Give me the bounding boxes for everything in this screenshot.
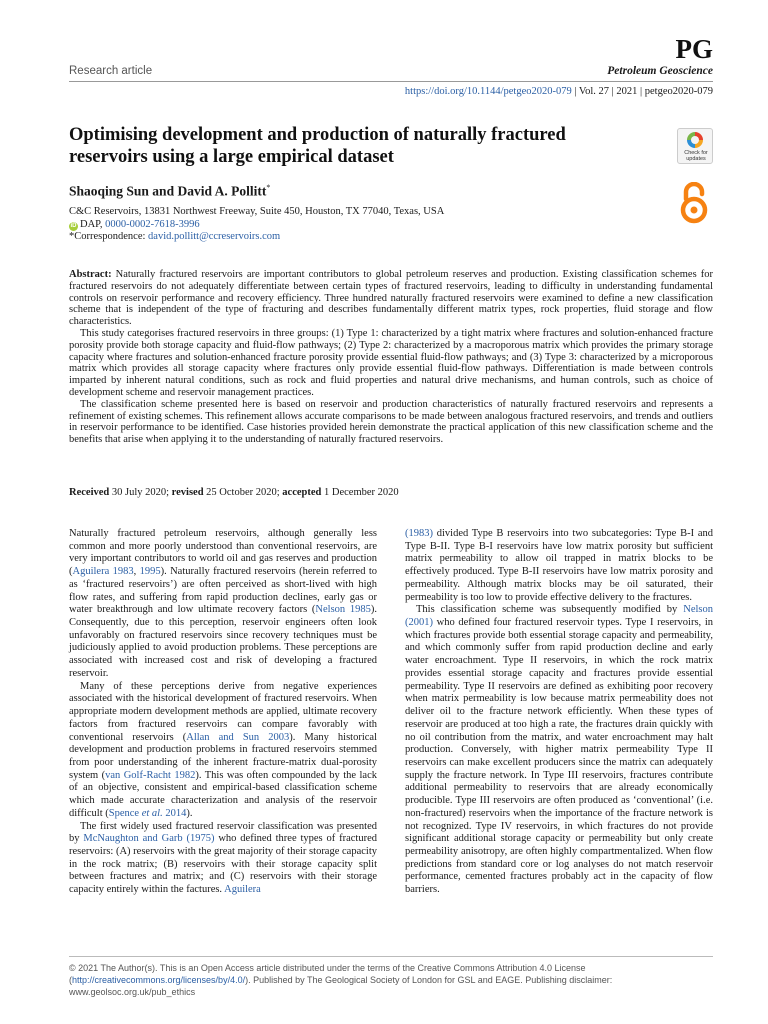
body-paragraph: [405, 604, 713, 897]
footer-text: © 2021 The Author(s). This is an Open Access article distributed under the terms of the Creative Commons Attribution 4.0 License (: [69, 963, 586, 985]
citation-text: 2014: [162, 807, 187, 819]
body-column-right: [405, 528, 713, 897]
email-link[interactable]: david.pollitt@ccreservoirs.com: [148, 231, 281, 242]
authors: [69, 183, 270, 200]
citation-text: et al.: [141, 807, 163, 819]
body-text: divided Type B reservoirs into two subcategories: Type B-I and Type B-II. Type B-I reservoirs have low matrix porosity but sufficient matrix permeability to allow oil trapped in matrix blocks to be effectively produced. Type B-II reservoirs have low matrix porosity and permeability. Although matrix blocks may be oil saturated, their permeability is too low to provide effective delivery to the fractures.: [405, 528, 713, 603]
abstract-label: Abstract:: [69, 269, 112, 280]
abstract-paragraph: This study categorises fractured reservoirs in three groups: (1) Type 1: characterized by a tight matrix where fractures and solution-enhanced fracture porosity provide both storage capacity and fluid-flow pathways; (2) Type 2: characterized by a macroporous matrix which provides the primary storage capacity where fractures and solution-enhanced fracture porosity provide essential fluid-flow pathways; and (3) Type 3: characterized by a microporous matrix which provides all storage capacity where fractures only provide essential fluid-flow pathways. Differentiation is made between controls imparted by inherent natural conditions, such as rock and fluid properties and natural drive mechanisms, and human controls, such as choice of development scheme and reservoir management practices.: [69, 327, 713, 398]
body-text: ). Many historical development and production problems in fractured reservoirs stemmed from poor understanding of the inherent fracture-matrix dual-porosity system (: [69, 731, 377, 781]
abstract: [69, 269, 713, 446]
citation-text: Spence: [108, 807, 142, 819]
citation-link[interactable]: Aguilera 1983: [72, 566, 134, 578]
orcid-row: [69, 219, 444, 232]
article-title: Optimising development and production of naturally fractured reservoirs using a large empirical dataset: [69, 125, 566, 167]
citation-link[interactable]: Aguilera: [224, 884, 261, 896]
citation-link[interactable]: van Golf-Racht 1982: [105, 769, 196, 781]
body-text: ). This was often compounded by the lack of an objective, consistent and empirical-based classification scheme which made accurate characterization and analysis of the reservoir difficult (: [69, 769, 377, 819]
body-paragraph: [69, 528, 377, 681]
corresponding-mark: *: [266, 183, 271, 192]
affiliations: [69, 206, 444, 244]
orcid-prefix: DAP,: [80, 218, 106, 230]
license-link[interactable]: http://creativecommons.org/licenses/by/4.0/: [72, 975, 246, 985]
affiliation-address: C&C Reservoirs, 13831 Northwest Freeway, Suite 450, Houston, TX 77040, Texas, USA: [69, 206, 445, 217]
body-paragraph: [69, 821, 377, 897]
abstract-text: Naturally fractured reservoirs are important contributors to global petroleum reserves and production. Existing classification schemes for fractured reservoirs do not adequately differentiate between certain types of fractured reservoirs, leading to difficulty in understanding fundamental controls on reservoir performance and recovery efficiency. Three hundred naturally fractured reservoirs were examined to define a new classification scheme that is independent of the type of fracturing and describes fundamentally different matrix types, rock properties, fluid storage and flow characteristics.: [69, 269, 713, 328]
citation-link[interactable]: Nelson: [683, 604, 713, 616]
body-text: ,: [133, 566, 140, 578]
doi-link[interactable]: https://doi.org/10.1144/petgeo2020-079: [404, 86, 572, 97]
body-text: who defined three types of fractured reservoirs: (A) reservoirs with the great majority of their storage capacity in the rock matrix; (B) reservoirs with their storage capacity split between fractures and matrix; and (C) reservoirs with their storage capacity entirely within the factures.: [69, 833, 377, 896]
open-access-lock-icon: [679, 182, 709, 224]
doi-line: [300, 86, 713, 97]
accepted-date: 1 December 2020: [321, 487, 399, 498]
journal-name: Petroleum Geoscience: [607, 65, 713, 77]
citation-link[interactable]: Allan and Sun 2003: [186, 731, 290, 743]
journal-logo: PG: [675, 34, 713, 64]
citation-link[interactable]: [109, 808, 187, 819]
body-text: ). Naturally fractured reservoirs (herein referred to as ‘fractured reservoirs’) are often perceived as short-lived with high flow rates, and suffering from rapid production declines, early gas or water breakthrough and low ultimate recovery factors (: [69, 566, 377, 616]
orcid-link[interactable]: 0000-0002-7618-3996: [105, 218, 200, 230]
volume-info: | Vol. 27 | 2021 | petgeo2020-079: [571, 86, 713, 97]
check-for-updates-icon: [687, 132, 703, 148]
correspondence-prefix: *Correspondence:: [69, 231, 149, 242]
author-names: Shaoqing Sun and David A. Pollitt: [69, 183, 267, 199]
body-text: The first widely used fractured reservoir classification was presented by: [69, 820, 377, 845]
body-column-left: [69, 528, 377, 897]
check-for-updates-label: Check for updates: [684, 150, 708, 162]
received-label: Received: [69, 487, 110, 498]
article-type: Research article: [69, 65, 153, 77]
article-dates: [69, 487, 399, 498]
orcid-icon: iD: [70, 222, 77, 229]
accepted-label: accepted: [282, 487, 322, 498]
body-text: who defined four fractured reservoir types. Type I reservoirs, in which fractures provide both essential storage capacity and permeability, and which commonly suffer from rapid production decline and early water encroachment. Type II reservoirs, in which the rock matrix provides essential storage capacity and fractures provide essential permeability. Type II reservoirs are defined as exhibiting poor recovery when matrix permeability is low because matrix permeability does not deliver oil to the fracture network efficiently. When these types of reservoir are produced at too high a rate, the fractures drain quickly with no oil contribution from the matrix, and water encroachment may halt production. Conversely, with higher matrix permeability Type II reservoirs can make excellent producers since the matrix can adequately supply the fracture network. In Type III reservoirs, fractures contribute additional permeability to reservoirs that are already economically producible. Type III reservoirs are often produced as ‘conventional’ (i.e. non-fractured) reservoirs when the importance of the fracture network is not recognized. Type IV reservoirs, in which fractures do not provide significant additional storage capacity or permeability but only create permeability anisotropy, are often highly compartmentalized. When flow predictions from standard core or log analyses do not match reservoir performance, cemented fractures probably act in the capacity of flow barriers.: [405, 617, 713, 896]
received-date: 30 July 2020;: [109, 487, 172, 498]
body-text: This classification scheme was subsequently modified by: [416, 604, 684, 616]
body-text: Many of these perceptions derive from negative experiences associated with the historical development of fractured reservoirs. When appropriate modern development methods are applied, ultimate recovery factors from fractured reservoirs can compare favorably with conventional reservoirs (: [69, 680, 377, 743]
abstract-paragraph: [69, 269, 713, 328]
footer-text: ). Published by The Geological Society of London for GSL and EAGE. Publishing disclaimer: www.geolsoc.org.uk/pub_ethics: [69, 975, 613, 997]
body-text: ). Consequently, due to this perception, reservoir engineers often look unfavorably on fractured reservoirs since recovery techniques must be judiciously applied to avoid production problems. These perceptions are associated with increased cost and risk of developing a fractured reservoir.: [69, 604, 378, 679]
revised-label: revised: [171, 487, 204, 498]
check-for-updates-badge[interactable]: [677, 128, 713, 164]
body-text: ).: [186, 807, 193, 819]
revised-date: 25 October 2020;: [203, 487, 283, 498]
correspondence-row: [69, 231, 444, 244]
citation-link[interactable]: (2001): [405, 617, 433, 629]
body-text: Naturally fractured petroleum reservoirs, although generally less common and more poorly understood than conventional reservoirs, are very important contributors to world oil and gas reserves and production (: [69, 528, 377, 578]
body-paragraph: [69, 681, 377, 821]
citation-link[interactable]: (1983): [405, 528, 433, 539]
citation-link[interactable]: 1995: [139, 566, 161, 578]
header-rule: [69, 81, 713, 82]
license-footer: [69, 962, 713, 998]
citation-link[interactable]: Nelson 1985: [315, 604, 371, 616]
body-paragraph: [405, 528, 713, 604]
citation-link[interactable]: McNaughton and Garb (1975): [83, 833, 215, 845]
footer-rule: [69, 956, 713, 957]
abstract-paragraph: The classification scheme presented here is based on reservoir and production characteristics of naturally fractured reservoirs and represents a refinement of existing schemes. This refinement allows accurate comparisons to be made between analogous fractured reservoirs, and trends and outliers in reservoir performance to be identified. Case histories provided herein demonstrate the practical application of this new classification scheme and the benefits that arise when applying it to the understanding of naturally fractured reservoirs.: [69, 398, 713, 446]
